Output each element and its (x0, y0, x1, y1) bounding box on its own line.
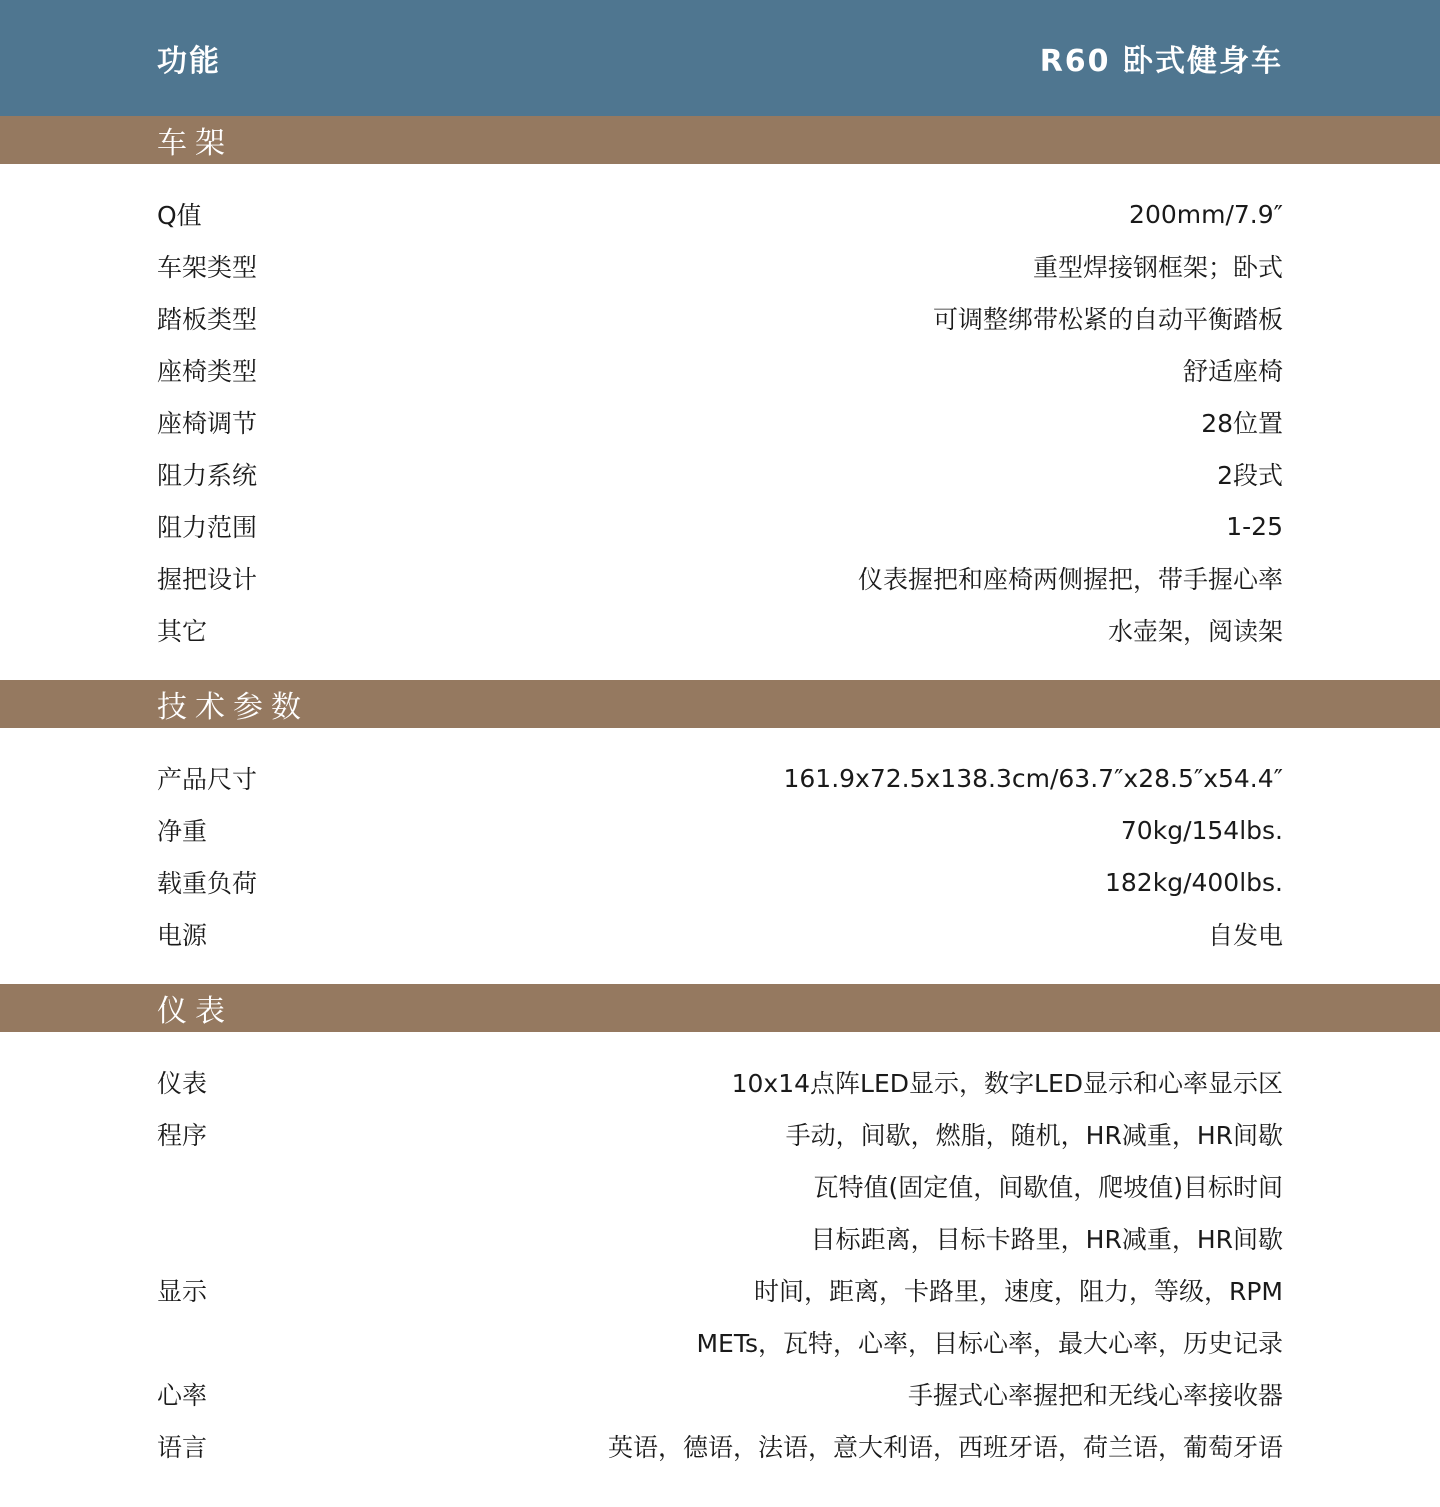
spec-label: 语言 (157, 1433, 208, 1462)
spec-label: 载重负荷 (157, 869, 258, 898)
spec-value: 手握式心率握把和无线心率接收器 (907, 1381, 1283, 1410)
header-left-title: 功能 (157, 44, 221, 79)
section-header-console (0, 984, 1440, 1032)
spec-label: 阻力范围 (157, 513, 258, 542)
spec-row (157, 448, 1283, 500)
spec-row (157, 396, 1283, 448)
spec-value: 10x14点阵LED显示，数字LED显示和心率显示区 (731, 1069, 1283, 1098)
spec-row (157, 856, 1283, 908)
spec-label: 座椅类型 (157, 357, 258, 386)
spec-row (157, 1420, 1283, 1472)
spec-value: 70kg/154lbs. (1120, 815, 1283, 845)
spec-label: 电源 (157, 921, 208, 950)
spec-value: 重型焊接钢框架；卧式 (1032, 253, 1283, 282)
spec-value: 瓦特值(固定值，间歇值，爬坡值)目标时间 (813, 1173, 1283, 1202)
spec-value: 水壶架，阅读架 (1107, 617, 1283, 646)
spec-label: 净重 (157, 817, 208, 846)
section-title: 技术参数 (157, 690, 309, 725)
header-product-title: R60 卧式健身车 (1039, 44, 1283, 79)
spec-label: Q值 (157, 201, 202, 230)
section-title: 仪表 (157, 994, 233, 1029)
spec-row (157, 1160, 1283, 1212)
spec-row (157, 1056, 1283, 1108)
spec-value: 仪表握把和座椅两侧握把，带手握心率 (857, 565, 1283, 594)
spec-label: 阻力系统 (157, 461, 258, 490)
section-body-console (0, 1032, 1440, 1496)
spec-value: 自发电 (1207, 921, 1283, 950)
spec-row (157, 804, 1283, 856)
spec-label: 踏板类型 (157, 305, 258, 334)
spec-row (157, 1108, 1283, 1160)
spec-value: 161.9x72.5x138.3cm/63.7″x28.5″x54.4″ (783, 763, 1283, 793)
spec-value: METs，瓦特，心率，目标心率，最大心率，历史记录 (696, 1329, 1283, 1358)
spec-row (157, 292, 1283, 344)
spec-label: 显示 (157, 1277, 208, 1306)
spec-label: 心率 (157, 1381, 208, 1410)
spec-row (157, 240, 1283, 292)
spec-row (157, 344, 1283, 396)
spec-label: 车架类型 (157, 253, 258, 282)
spec-label: 仪表 (157, 1069, 208, 1098)
spec-value: 2段式 (1217, 461, 1283, 490)
spec-value: 英语，德语，法语，意大利语，西班牙语，荷兰语，葡萄牙语 (607, 1433, 1283, 1462)
section-body-tech (0, 728, 1440, 984)
spec-value: 1-25 (1226, 511, 1283, 541)
spec-row (157, 908, 1283, 960)
spec-row (157, 604, 1283, 656)
spec-value: 200mm/7.9″ (1129, 199, 1283, 229)
spec-value: 舒适座椅 (1182, 357, 1283, 386)
spec-row (157, 500, 1283, 552)
spec-row (157, 1212, 1283, 1264)
spec-row (157, 188, 1283, 240)
section-body-frame (0, 164, 1440, 680)
spec-row (157, 752, 1283, 804)
spec-value: 可调整绑带松紧的自动平衡踏板 (932, 305, 1283, 334)
spec-value: 目标距离，目标卡路里，HR减重，HR间歇 (810, 1225, 1283, 1254)
spec-label: 程序 (157, 1121, 208, 1150)
section-header-frame (0, 116, 1440, 164)
spec-row (157, 1316, 1283, 1368)
section-header-tech (0, 680, 1440, 728)
spec-label: 座椅调节 (157, 409, 258, 438)
spec-value: 182kg/400lbs. (1105, 867, 1283, 897)
spec-value: 28位置 (1201, 409, 1283, 438)
spec-label: 产品尺寸 (157, 765, 258, 794)
spec-label: 其它 (157, 617, 208, 646)
spec-row (157, 1264, 1283, 1316)
section-title: 车架 (157, 126, 233, 161)
spec-label: 握把设计 (157, 565, 258, 594)
spec-row (157, 552, 1283, 604)
spec-row (157, 1368, 1283, 1420)
spec-value: 手动，间歇，燃脂，随机，HR减重，HR间歇 (785, 1121, 1283, 1150)
spec-value: 时间，距离，卡路里，速度，阻力，等级，RPM (753, 1277, 1283, 1306)
top-header (0, 0, 1440, 116)
